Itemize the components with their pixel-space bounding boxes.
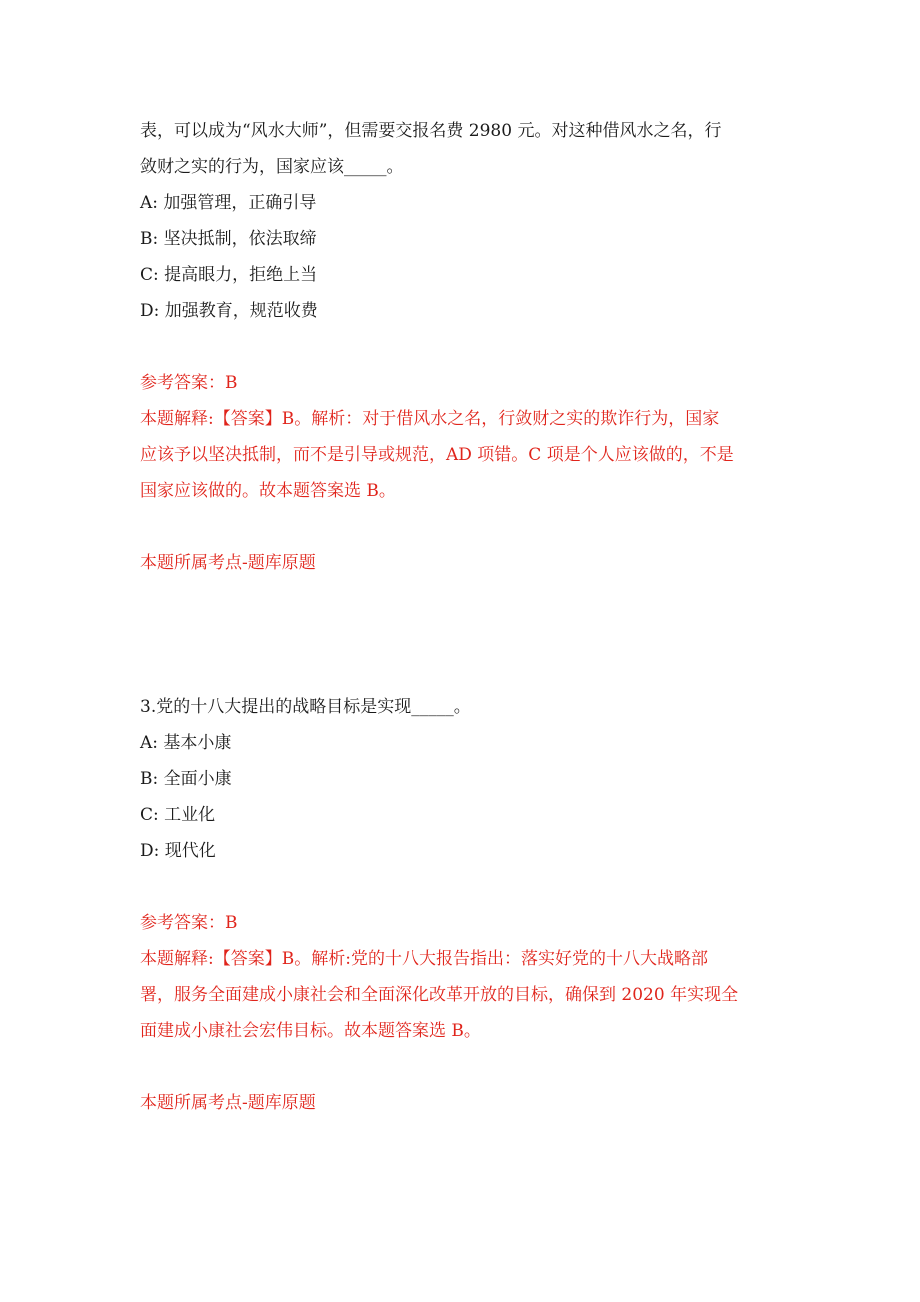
option-text: 加强教育，规范收费 [164, 301, 318, 321]
explanation-line: 本题解释:【答案】B。解析：对于借风水之名，行敛财之实的欺诈行为，国家 [140, 409, 720, 429]
category-line: 本题所属考点-题库原题 [140, 1093, 316, 1113]
option-text: 提高眼力，拒绝上当 [164, 265, 318, 285]
option-letter: A: [140, 193, 159, 213]
option-text: 加强管理，正确引导 [163, 193, 317, 213]
option-a [140, 725, 780, 761]
option-letter: D: [140, 841, 160, 861]
option-b [140, 221, 780, 257]
explanation-line: 国家应该做的。故本题答案选 B。 [140, 481, 396, 501]
category-line: 本题所属考点-题库原题 [140, 553, 316, 573]
option-letter: C: [140, 805, 159, 825]
option-text: 基本小康 [163, 733, 232, 753]
option-letter: B: [140, 229, 159, 249]
option-text: 全面小康 [163, 769, 232, 789]
document-page [140, 113, 780, 1121]
question-stem: 3.党的十八大提出的战略目标是实现_____。 [140, 697, 471, 717]
explanation-line: 应该予以坚决抵制，而不是引导或规范，AD 项错。C 项是个人应该做的，不是 [140, 445, 734, 465]
explanation-line: 面建成小康社会宏伟目标。故本题答案选 B。 [140, 1021, 481, 1041]
option-letter: B: [140, 769, 159, 789]
option-text: 坚决抵制，依法取缔 [163, 229, 317, 249]
question-stem-line: 敛财之实的行为，国家应该_____。 [140, 157, 404, 177]
question-2 [140, 113, 780, 581]
option-letter: D: [140, 301, 160, 321]
option-letter: C: [140, 265, 159, 285]
question-3 [140, 689, 780, 1121]
option-c [140, 257, 780, 293]
option-d [140, 833, 780, 869]
explanation-line: 本题解释:【答案】B。解析:党的十八大报告指出：落实好党的十八大战略部 [140, 949, 708, 969]
answer-line: 参考答案：B [140, 373, 238, 393]
option-c [140, 797, 780, 833]
option-b [140, 761, 780, 797]
option-d [140, 293, 780, 329]
answer-line: 参考答案：B [140, 913, 238, 933]
option-text: 现代化 [164, 841, 216, 861]
option-a [140, 185, 780, 221]
option-letter: A: [140, 733, 159, 753]
question-stem-line: 表，可以成为“风水大师”，但需要交报名费 2980 元。对这种借风水之名，行 [140, 121, 722, 141]
explanation-line: 署，服务全面建成小康社会和全面深化改革开放的目标，确保到 2020 年实现全 [140, 985, 739, 1005]
option-text: 工业化 [164, 805, 216, 825]
